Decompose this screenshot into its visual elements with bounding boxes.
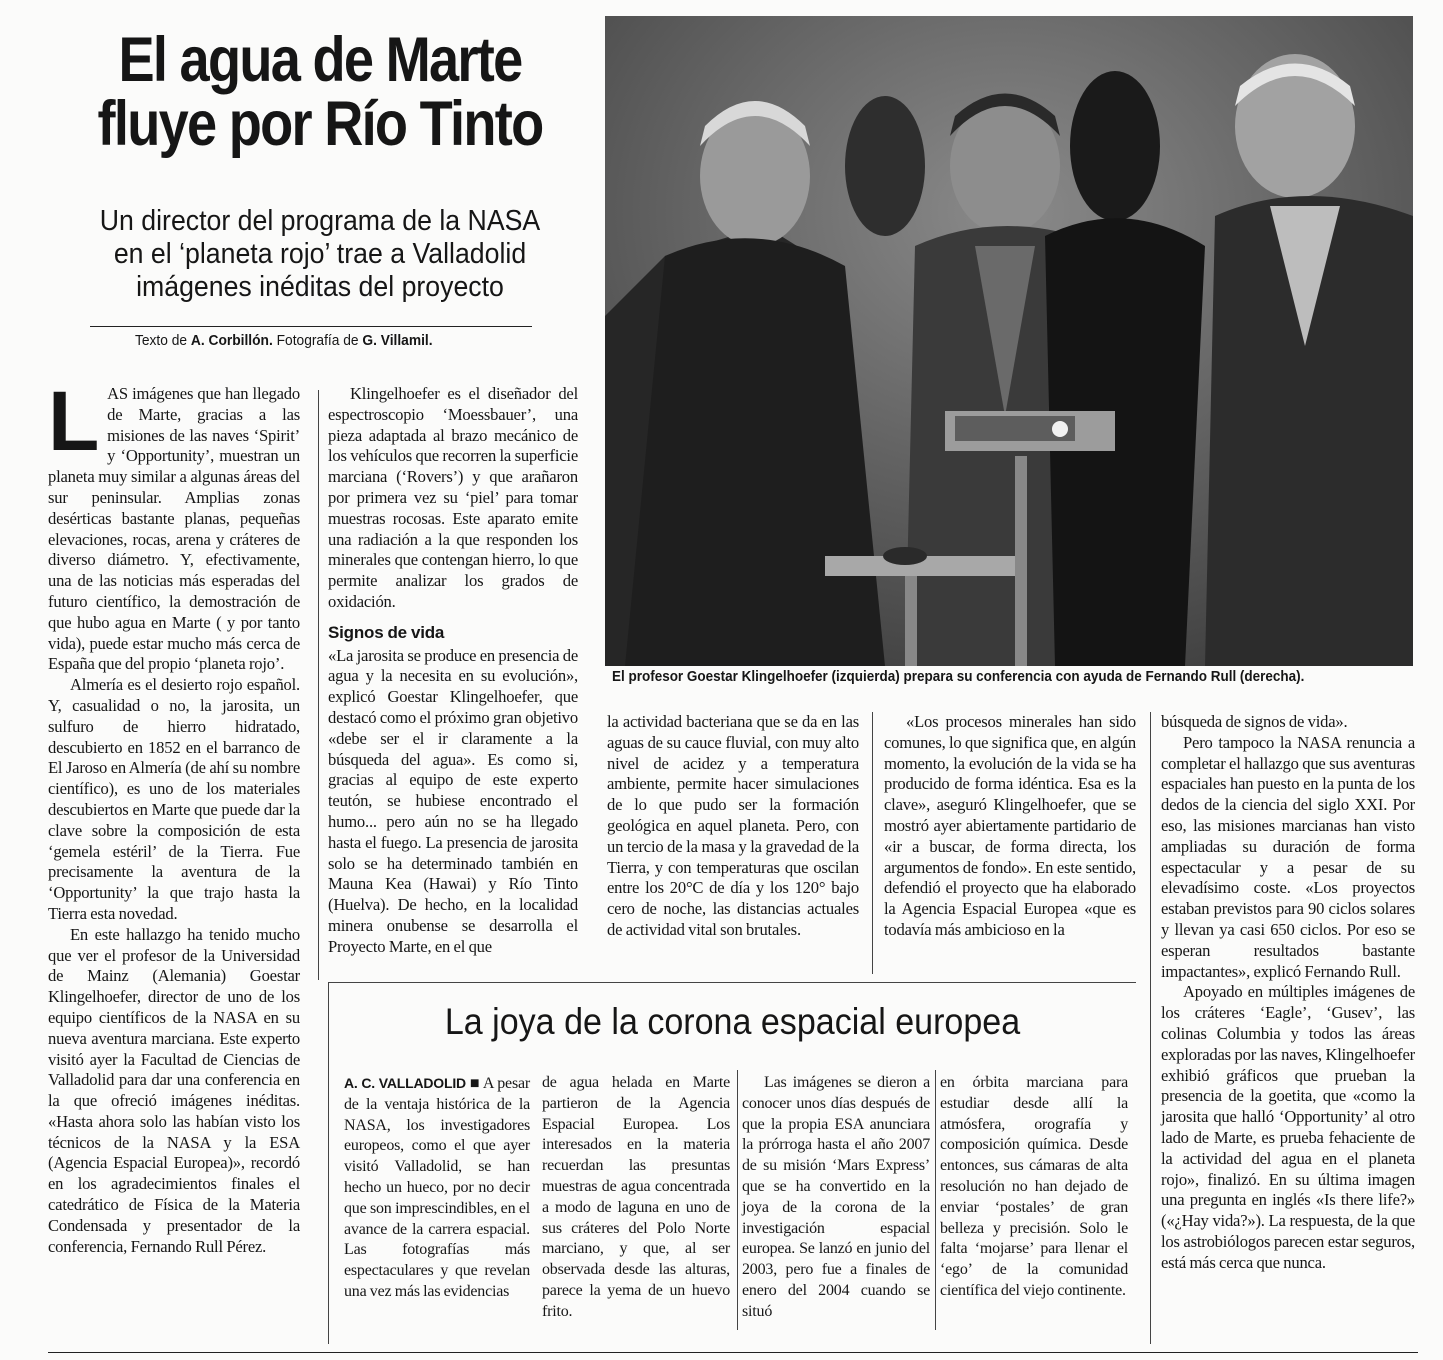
sidebar-signature: A. C. VALLADOLID — [344, 1075, 466, 1091]
lead-paragraph — [48, 374, 300, 675]
paragraph: «Los procesos minerales han sido comunes, lo que significa que, en algún momento, la evolución de la vida se ha producido de forma idéntica. Esa es la clave», aseguró Klingelhoefer, que se mostró ayer abiertamente partidario de «ir a buscar, de forma directa, los argumentos de fondo». En este sentido, defendió el proyecto que ha elaborado la Agencia Espacial Europea «que es todavía más ambicioso en la — [884, 712, 1136, 939]
sidebar-col1-text: A pesar de la ventaja histórica de la NASA, los investigadores europeos, como el que ayer visitó Valladolid, se han hecho un hueco, por no decir que son imprescindibles, en el avance de la carrera espacial. Las fotografías más espectaculares y que revelan una vez más las evidencias — [344, 1075, 531, 1300]
byline-photo-prefix: Fotografía de — [276, 333, 359, 349]
photo-illustration — [605, 16, 1413, 666]
sidebar-title: La joya de la corona espacial europea — [444, 1001, 1021, 1042]
headline-line-1: El agua de Marte — [118, 25, 522, 95]
subheadline — [62, 205, 577, 304]
paragraph: Almería es el desierto rojo español. Y, casualidad o no, la jarosita, un sulfuro de hierro hidratado, descubierto en 1852 en el barranco de El Jaroso en Almería (de ahí su nombre científico), es uno de los materiales descubiertos en Marte que puede dar la clave sobre la composición de esta ‘gemela estéril’ de la Tierra. Fue precisamente la aventura de la ‘Opportunity’ la que trajo hasta la Tierra esta novedad. — [48, 675, 300, 923]
page-bottom-rule — [48, 1352, 1418, 1353]
article-column-1 — [48, 374, 300, 1257]
column-divider — [872, 712, 873, 974]
paragraph: Klingelhoefer es el diseñador del espectroscopio ‘Moessbauer’, una pieza adaptada al brazo mecánico de los vehículos que recorren la superficie marciana (‘Rovers’) y que arañaron por primera vez su ‘piel’ para tomar muestras rocosas. Este aparato emite una radiación a la que responden los minerales que contengan hierro, lo que permite analizar los grados de oxidación. — [328, 384, 578, 611]
sidebar-paragraph: de agua helada en Marte partieron de la Agencia Espacial Europea. Los interesados en la materia recuerdan las presuntas muestras de agua concentrada a modo de laguna en uno de sus cráteres del Polo Norte marciano, y que, al ser observada desde las alturas, parece la yema de un huevo frito. — [542, 1074, 730, 1320]
photo-caption: El profesor Goestar Klingelhoefer (izquierda) prepara su conferencia con ayuda de Fernando Rull (derecha). — [612, 669, 1305, 685]
sidebar-top-rule — [328, 982, 1136, 983]
byline — [135, 333, 534, 349]
sidebar-column-1 — [344, 1073, 530, 1303]
deck-line-2: en el ‘planeta rojo’ trae a Valladolid — [113, 238, 527, 270]
column-divider — [737, 1070, 738, 1330]
column-divider — [318, 390, 319, 980]
byline-prefix: Texto de — [135, 333, 188, 349]
sidebar-column-2 — [542, 1073, 730, 1323]
byline-rule — [90, 326, 532, 327]
sidebar-column-4 — [940, 1073, 1128, 1302]
square-bullet-icon: ■ — [469, 1075, 480, 1092]
sidebar-paragraph — [344, 1073, 530, 1303]
byline-author: A. Corbillón. — [190, 333, 273, 349]
sidebar-paragraph: Las imágenes se dieron a conocer unos días después de que la propia ESA anunciara la prórroga hasta el año 2007 de su misión ‘Mars Express’ que se ha convertido en la joya de la corona de la investigación espacial europea. Se lanzó en junio del 2003, pero fue a finales de enero del 2004 cuando se situó — [742, 1074, 930, 1320]
paragraph: búsqueda de signos de vida». — [1161, 712, 1348, 731]
byline-photographer: G. Villamil. — [362, 333, 433, 349]
lead-paragraph-text: AS imágenes que han llegado de Marte, gracias a las misiones de las naves ‘Spirit’ y ‘Opportunity’, muestran un planeta muy similar a algunas áreas del sur peninsular. Amplias zonas desérticas bastante planas, pequeñas elevaciones, rocas, arena y cráteres de diverso diámetro. Y, efectivamente, una de las noticias más esperadas del futuro científico, la demostración de que hubo agua en Marte ( y por tanto vida), puede estar mucho más cerca de España que del propio ‘planeta rojo’. — [48, 384, 300, 674]
deck-line-3: imágenes inéditas del proyecto — [136, 271, 504, 303]
headline — [79, 25, 561, 159]
sidebar-column-3 — [742, 1073, 930, 1323]
paragraph: «La jarosita se produce en presencia de agua y la necesita en su evolución», explicó Goestar Klingelhoefer, que destacó como el próximo gran objetivo «debe ser el ir claramente a la búsqueda del agua». Es como si, gracias al equipo de este experto teutón, se hubiese encontrado el humo... pero aún no se ha llegado hasta el fuego. La presencia de jarosita solo se ha determinado también en Mauna Kea (Hawai) y Río Tinto (Huelva). De hecho, en la localidad minera onubense se desarrolla el Proyecto Marte, en el que — [328, 645, 578, 956]
headline-line-2: fluye por Río Tinto — [97, 89, 543, 159]
sidebar-paragraph: en órbita marciana para estudiar desde allí la atmósfera, orografía y composición química. Desde entonces, sus cámaras de alta resolución no han dejado de enviar ‘postales’ de gran belleza y precisión. Solo le falta ‘mojarse’ para llenar el ‘ego’ de la comunidad científica del viejo continente. — [940, 1074, 1128, 1299]
article-column-2 — [328, 384, 578, 958]
section-subhead: Signos de vida — [328, 622, 445, 642]
column-divider — [935, 1070, 936, 1330]
drop-cap: L — [48, 374, 100, 468]
paragraph: Apoyado en múltiples imágenes de los cráteres ‘Eagle’, ‘Gusev’, las colinas Columbia y todos las áreas exploradas por las naves, Klingelhoefer exhibió gráficos que prueban la presencia de la goetita, que «como la jarosita que halló ‘Opportunity’ al otro lado de Marte, es prueba fehaciente de la actividad del agua en el planeta rojo», finalizó. En su última imagen una pregunta en inglés «Is there life?» («¿Hay vida?»). La respuesta, de la que los astrobiólogos parecen estar seguros, está más cerca que nunca. — [1161, 982, 1415, 1272]
paragraph: la actividad bacteriana que se da en las aguas de su cauce fluvial, con muy alto nivel de acidez y a temperatura ambiente, permite hacer simulaciones de lo que pudo ser la formación geológica en aquel planeta. Pero, con un tercio de la masa y la gravedad de la Tierra, y con temperaturas que oscilan entre los 20°C de día y los 120° bajo cero de noche, las distancias actuales de actividad vital son brutales. — [607, 712, 859, 939]
deck-line-1: Un director del programa de la NASA — [99, 205, 541, 237]
sidebar-left-rule — [328, 982, 329, 1344]
column-divider — [1150, 712, 1151, 1344]
article-photo — [605, 16, 1413, 666]
article-column-5 — [1161, 712, 1415, 1274]
article-column-4 — [884, 712, 1136, 941]
article-column-3 — [607, 712, 859, 941]
paragraph: En este hallazgo ha tenido mucho que ver el profesor de la Universidad de Mainz (Alemania) Goestar Klingelhoefer, director de uno de los equipo científicos de la NASA en su nueva aventura marciana. Este experto visitó ayer la Facultad de Ciencias de Valladolid para dar una conferencia en la que ofreció imágenes inéditas. «Hasta ahora solo las habían visto los técnicos de la NASA y la ESA (Agencia Espacial Europea)», recordó en los agradecimientos finales el catedrático de Física de la Materia Condensada y presentador de la conferencia, Fernando Rull Pérez. — [48, 924, 300, 1256]
paragraph: Pero tampoco la NASA renuncia a completar el hallazgo que sus aventuras espaciales han puesto en la punta de los dedos de la ciencia del siglo XXI. Por eso, las misiones marcianas han visto ampliadas su duración de forma espectacular y a pesar de su elevadísimo coste. «Los proyectos estaban previstos para 90 ciclos solares y llevan ya casi 650 ciclos. Por eso se esperan resultados bastante impactantes», explicó Fernando Rull. — [1161, 732, 1415, 981]
